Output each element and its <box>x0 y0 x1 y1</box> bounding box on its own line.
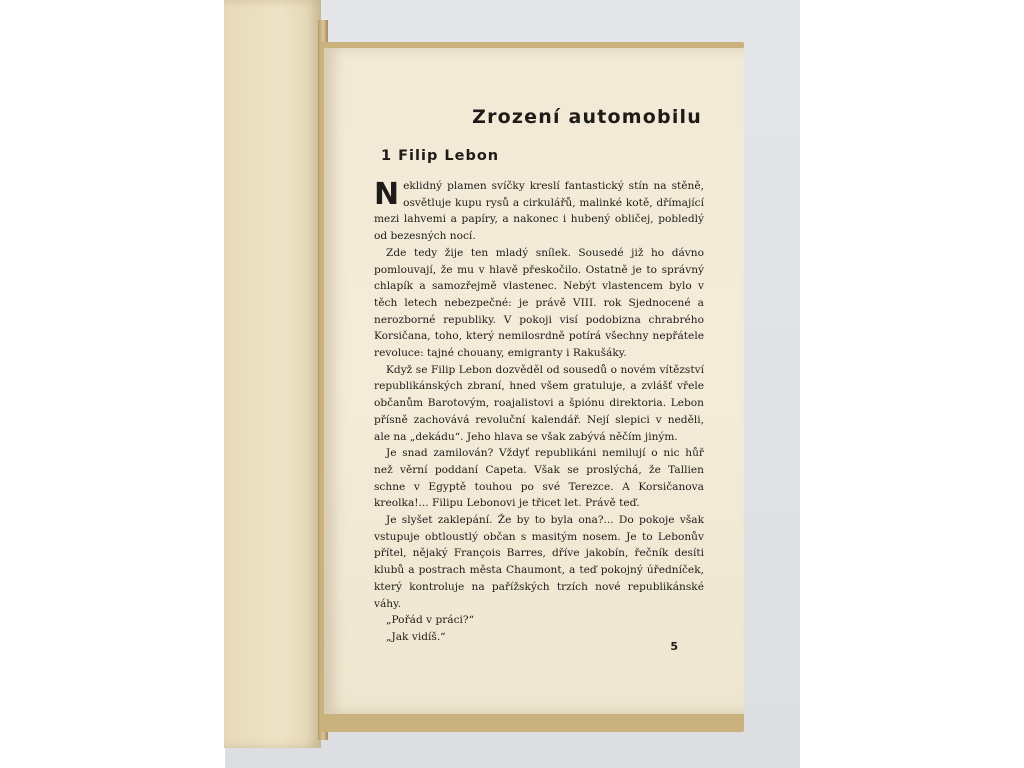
paragraph: Zde tedy žije ten mladý snílek. Sousedé již ho dávno pomlouvají, že mu v hlavě přeskočilo. Ostatně je to správný chlapík a samozřejmě vlastenec. Nebýt vlastencem bylo v těch letech nebezpečné: je právě VIII. rok Sjednocené a nerozborné republiky. V pokoji visí podobizna chrabrého Korsičana, toho, který nemilosrdně potírá všechny nepřátele revoluce: tajné chouany, emigranty i Rakušáky. <box>374 246 704 360</box>
body-text <box>374 178 704 646</box>
left-page-facing <box>224 0 321 748</box>
paragraph: Je slyšet zaklepání. Že by to byla ona?... Do pokoje však vstupuje obtloustlý občan s masitým nosem. Je to Lebonův přítel, nějaký François Barres, dříve jakobín, řečník desíti klubů a postrach města Chaumont, a teď pokojný úředníček, který kontroluje na pařížských trzích nové republikánské váhy. <box>374 514 704 610</box>
page-number: 5 <box>670 640 678 653</box>
paragraph: Když se Filip Lebon dozvěděl od sousedů o novém vítězství republikánských zbraní, hned všem gratuluje, a zvlášť vřele občanům Barotovým, roajalistovi a špiónu direktoria. Lebon přísně zachovává revoluční kalendář. Nejí slepici v neděli, ale na „dekádu“. Jeho hlava se však zabývá něčím jiným. <box>374 363 704 443</box>
section-title: 1 Filip Lebon <box>381 148 500 164</box>
chapter-title: Zrození automobilu <box>472 106 702 128</box>
dialogue-line: „Pořád v práci?“ <box>386 614 475 627</box>
right-page <box>324 48 744 714</box>
dialogue-line: „Jak vidíš.“ <box>386 630 446 643</box>
paragraph: Je snad zamilován? Vždyť republikáni nemilují o nic hůř než věrní poddaní Capeta. Však se proslýchá, že Tallien schne v Egyptě touhou po své Terezce. A Korsičanova kreolka!... Filipu Lebonovi je třicet let. Právě teď. <box>374 447 704 510</box>
drop-cap: N <box>374 177 400 212</box>
paragraph: Neklidný plamen svíčky kreslí fantastický stín na stěně, osvětluje kupu rysů a cirkulářů, malinké kotě, dřímající mezi lahvemi a papíry, a nakonec i hubený obličej, pobledlý od bezesných nocí. <box>374 177 704 243</box>
